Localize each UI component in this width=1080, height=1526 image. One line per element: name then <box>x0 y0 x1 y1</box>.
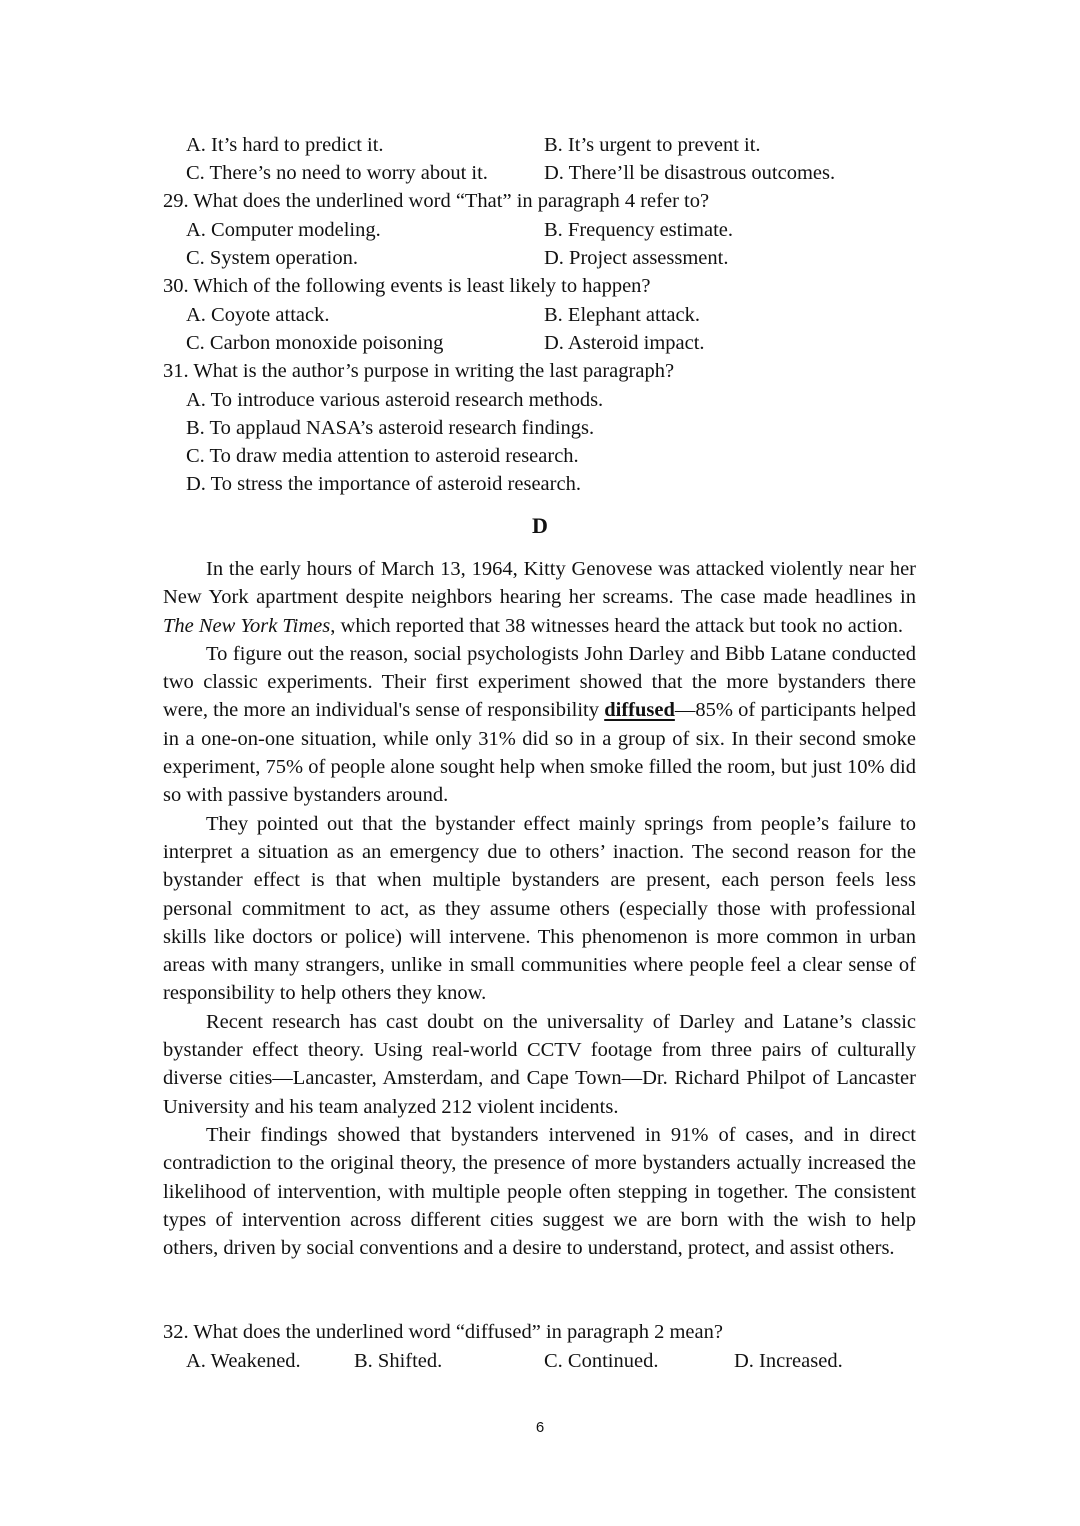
paragraph-5: Their findings showed that bystanders intervened in 91% of cases, and in direct contradiction to the original theory, the presence of more bystanders actually increased the likelihood of intervention, with multiple people often stepping in together. The consistent types of intervention across different cities suggest we are born with the wish to help others, driven by social conventions and a desire to understand, protect, and assist others. <box>163 1123 916 1260</box>
q28-option-c: C. There’s no need to worry about it. <box>186 162 488 184</box>
paragraph-4: Recent research has cast doubt on the universality of Darley and Latane’s classic bystander effect theory. Using real-world CCTV footage from three pairs of culturally diverse cities—Lancaster, Amsterdam, and Cape Town—Dr. Richard Philpot of Lancaster University and his team analyzed 212 violent incidents. <box>163 1010 916 1118</box>
paragraph-3: They pointed out that the bystander effect mainly springs from people’s failure to interpret a situation as an emergency due to others’ inaction. The second reason for the bystander effect is that when multiple bystanders are present, each person feels less personal commitment to act, as they assume others (especially those with professional skills like doctors or police) will intervene. This phenomenon is more common in urban areas with many strangers, unlike in small communities where people feel a clear sense of responsibility to help others they know. <box>163 812 916 1005</box>
q28-option-d: D. There’ll be disastrous outcomes. <box>544 162 836 184</box>
passage-d <box>163 555 916 1262</box>
paragraph-2 <box>163 640 916 810</box>
paragraph-1-text: In the early hours of March 13, 1964, Kitty Genovese was attacked violently near her New York apartment despite neighbors hearing her screams. The case made headlines in <box>163 558 916 609</box>
q29-option-a: A. Computer modeling. <box>186 219 381 241</box>
q30-option-a: A. Coyote attack. <box>186 304 330 326</box>
q32-option-c: C. Continued. <box>544 1350 659 1372</box>
q32-stem: 32. What does the underlined word “diffused” in paragraph 2 mean? <box>163 1321 723 1343</box>
q32-option-a: A. Weakened. <box>186 1350 301 1372</box>
underlined-word-diffused: diffused <box>604 699 675 722</box>
q32-option-b: B. Shifted. <box>354 1350 443 1372</box>
q30-option-b: B. Elephant attack. <box>544 304 700 326</box>
q31-option-b: B. To applaud NASA’s asteroid research findings. <box>186 417 595 439</box>
q28-option-a: A. It’s hard to predict it. <box>186 134 384 156</box>
newspaper-title: The New York Times <box>163 614 331 637</box>
q31-option-d: D. To stress the importance of asteroid research. <box>186 473 581 495</box>
paragraph-2-text-end: —85% of participants helped in a one-on-one situation, while only 31% did so in a group of six. In their second smoke experiment, 75% of people alone sought help when smoke filled the room, but just 10% did so with passive bystanders around. <box>163 699 916 807</box>
q30-option-d: D. Asteroid impact. <box>544 332 705 354</box>
q30-option-c: C. Carbon monoxide poisoning <box>186 332 444 354</box>
q32-option-d: D. Increased. <box>734 1350 843 1372</box>
q29-option-c: C. System operation. <box>186 247 358 269</box>
q29-option-d: D. Project assessment. <box>544 247 729 269</box>
page-number: 6 <box>535 1419 545 1436</box>
paragraph-1-text-end: , which reported that 38 witnesses heard the attack but took no action. <box>330 614 903 637</box>
q29-option-b: B. Frequency estimate. <box>544 219 734 241</box>
q31-stem: 31. What is the author’s purpose in writing the last paragraph? <box>163 360 675 382</box>
q29-stem: 29. What does the underlined word “That” in paragraph 4 refer to? <box>163 190 710 212</box>
q31-option-a: A. To introduce various asteroid research methods. <box>186 389 604 411</box>
paragraph-2-text: To figure out the reason, social psychologists John Darley and Bibb Latane conducted two classic experiments. Their first experiment showed that the more bystanders there were, the more an individual's sense of responsibility <box>163 642 916 722</box>
q31-option-c: C. To draw media attention to asteroid research. <box>186 445 579 467</box>
q30-stem: 30. Which of the following events is least likely to happen? <box>163 275 651 297</box>
q28-option-b: B. It’s urgent to prevent it. <box>544 134 761 156</box>
section-heading: D <box>532 513 548 538</box>
paragraph-1 <box>163 555 916 640</box>
